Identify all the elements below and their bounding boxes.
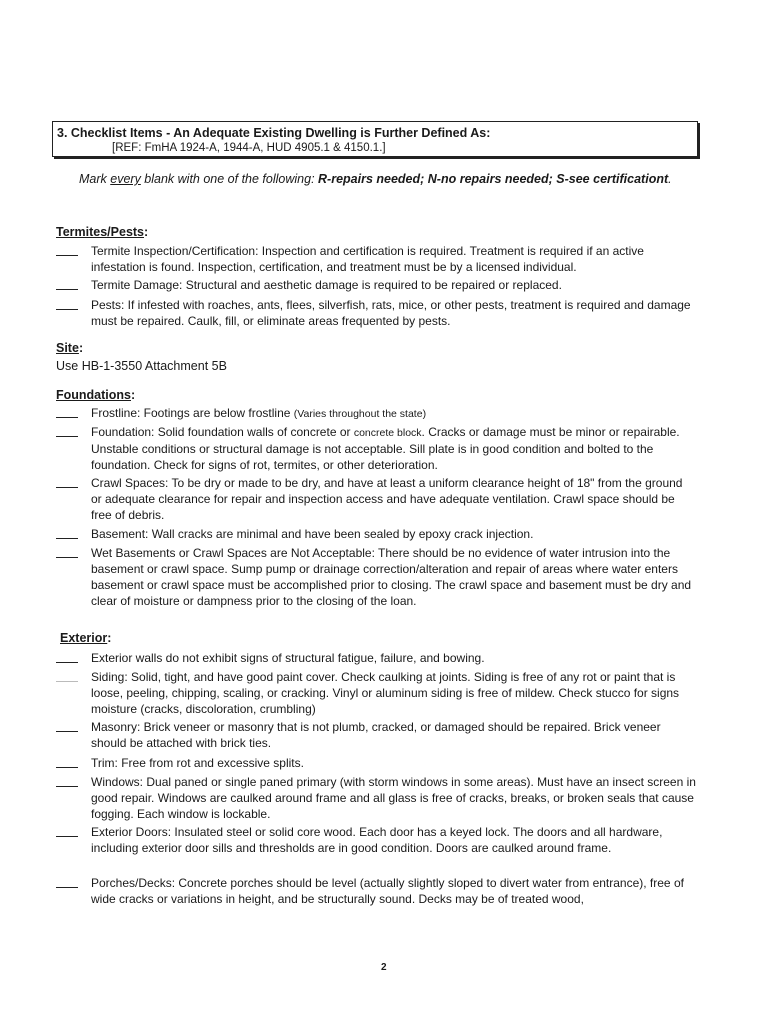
termites-heading: Termites/Pests:	[56, 225, 149, 239]
answer-blank[interactable]	[56, 255, 78, 256]
item-text: Masonry: Brick veneer or masonry that is not plumb, cracked, or damaged should be repaired. Brick veneer should be attached with brick ties.	[91, 720, 661, 750]
item-text: Crawl Spaces: To be dry or made to be dry, and have at least a uniform clearance height of 18" from the ground or adequate clearance for repair and inspection access and have adequate ventilation. Crawl space should be free of debris.	[91, 476, 683, 522]
item-text: Windows: Dual paned or single paned primary (with storm windows in some areas). Must have an insect screen in good repair. Windows are caulked around frame and all glass is free of cracks, breaks, or broken seals that cause fogging. Each window is lockable.	[91, 775, 696, 821]
answer-blank[interactable]	[56, 557, 78, 558]
answer-blank[interactable]	[56, 681, 78, 682]
site-heading: Site:	[56, 341, 84, 355]
item-text: Exterior Doors: Insulated steel or solid core wood. Each door has a keyed lock. The doors and all hardware, including exterior door sills and thresholds are in good condition. Doors are caulked around frame.	[91, 825, 663, 855]
item-text: Termite Damage: Structural and aesthetic damage is required to be repaired or replaced.	[91, 278, 562, 292]
page-number: 2	[381, 962, 387, 973]
answer-blank[interactable]	[56, 538, 78, 539]
foundations-heading: Foundations:	[56, 388, 136, 402]
instruction-end: .	[668, 172, 672, 186]
instruction-codes: R-repairs needed; N-no repairs needed; S-see certificationt	[318, 172, 669, 186]
item-text: Frostline: Footings are below frostline (Varies throughout the state)	[91, 406, 427, 420]
instruction-pre: Mark	[79, 172, 111, 186]
site-text: Use HB-1-3550 Attachment 5B	[56, 359, 227, 373]
reference-line: [REF: FmHA 1924-A, 1944-A, HUD 4905.1 & 4150.1.]	[112, 142, 386, 154]
item-text: Wet Basements or Crawl Spaces are Not Acceptable: There should be no evidence of water intrusion into the basement or crawl space. Sump pump or drainage correction/alteration and repair of areas where water enters basement or crawl space must be accomplished prior to closing. The crawl space and basement must be dry and clear of moisture or dampness prior to the closing of the loan.	[91, 546, 692, 608]
item-text: Foundation: Solid foundation walls of concrete or concrete block. Cracks or damage must be minor or repairable. Unstable conditions or structural damage is not acceptable. Sill plate is in good condition and bolted to the foundation. Check for signs of rot, termites, or other deterioration.	[91, 425, 680, 472]
item-text: Termite Inspection/Certification: Inspection and certification is required. Treatment is required if an active infestation is found. Inspection, certification, and treatment must be by a licensed individual.	[91, 244, 644, 274]
answer-blank[interactable]	[56, 731, 78, 732]
item-text: Pests: If infested with roaches, ants, flees, silverfish, rats, mice, or other pests, treatment is required and damage must be repaired. Caulk, fill, or eliminate areas frequented by pests.	[91, 298, 691, 328]
item-text: Basement: Wall cracks are minimal and have been sealed by epoxy crack injection.	[91, 527, 534, 541]
answer-blank[interactable]	[56, 289, 78, 290]
answer-blank[interactable]	[56, 662, 78, 663]
item-text: Exterior walls do not exhibit signs of structural fatigue, failure, and bowing.	[91, 651, 485, 665]
instruction-mid: blank with one of the following:	[140, 172, 319, 186]
answer-blank[interactable]	[56, 786, 78, 787]
item-text: Siding: Solid, tight, and have good paint cover. Check caulking at joints. Siding is free of any rot or paint that is loose, peeling, chipping, scaling, or cracking. Vinyl or aluminum siding is free of mildew. Check stucco for signs moisture (cracks, discoloration, crumbling)	[91, 670, 680, 716]
answer-blank[interactable]	[56, 767, 78, 768]
answer-blank[interactable]	[56, 309, 78, 310]
section-title: 3. Checklist Items - An Adequate Existing Dwelling is Further Defined As:	[57, 126, 491, 140]
instruction-line	[79, 172, 672, 186]
item-text: Trim: Free from rot and excessive splits.	[91, 756, 304, 770]
exterior-heading: Exterior:	[60, 631, 112, 645]
answer-blank[interactable]	[56, 487, 78, 488]
instruction-every: every	[110, 172, 141, 186]
answer-blank[interactable]	[56, 417, 78, 418]
answer-blank[interactable]	[56, 887, 78, 888]
answer-blank[interactable]	[56, 836, 78, 837]
answer-blank[interactable]	[56, 436, 78, 437]
item-text: Porches/Decks: Concrete porches should be level (actually slightly sloped to divert water from entrance), free of wide cracks or variations in height, and be structurally sound. Decks may be of treated wood,	[91, 876, 684, 906]
section-header-box	[52, 121, 698, 157]
